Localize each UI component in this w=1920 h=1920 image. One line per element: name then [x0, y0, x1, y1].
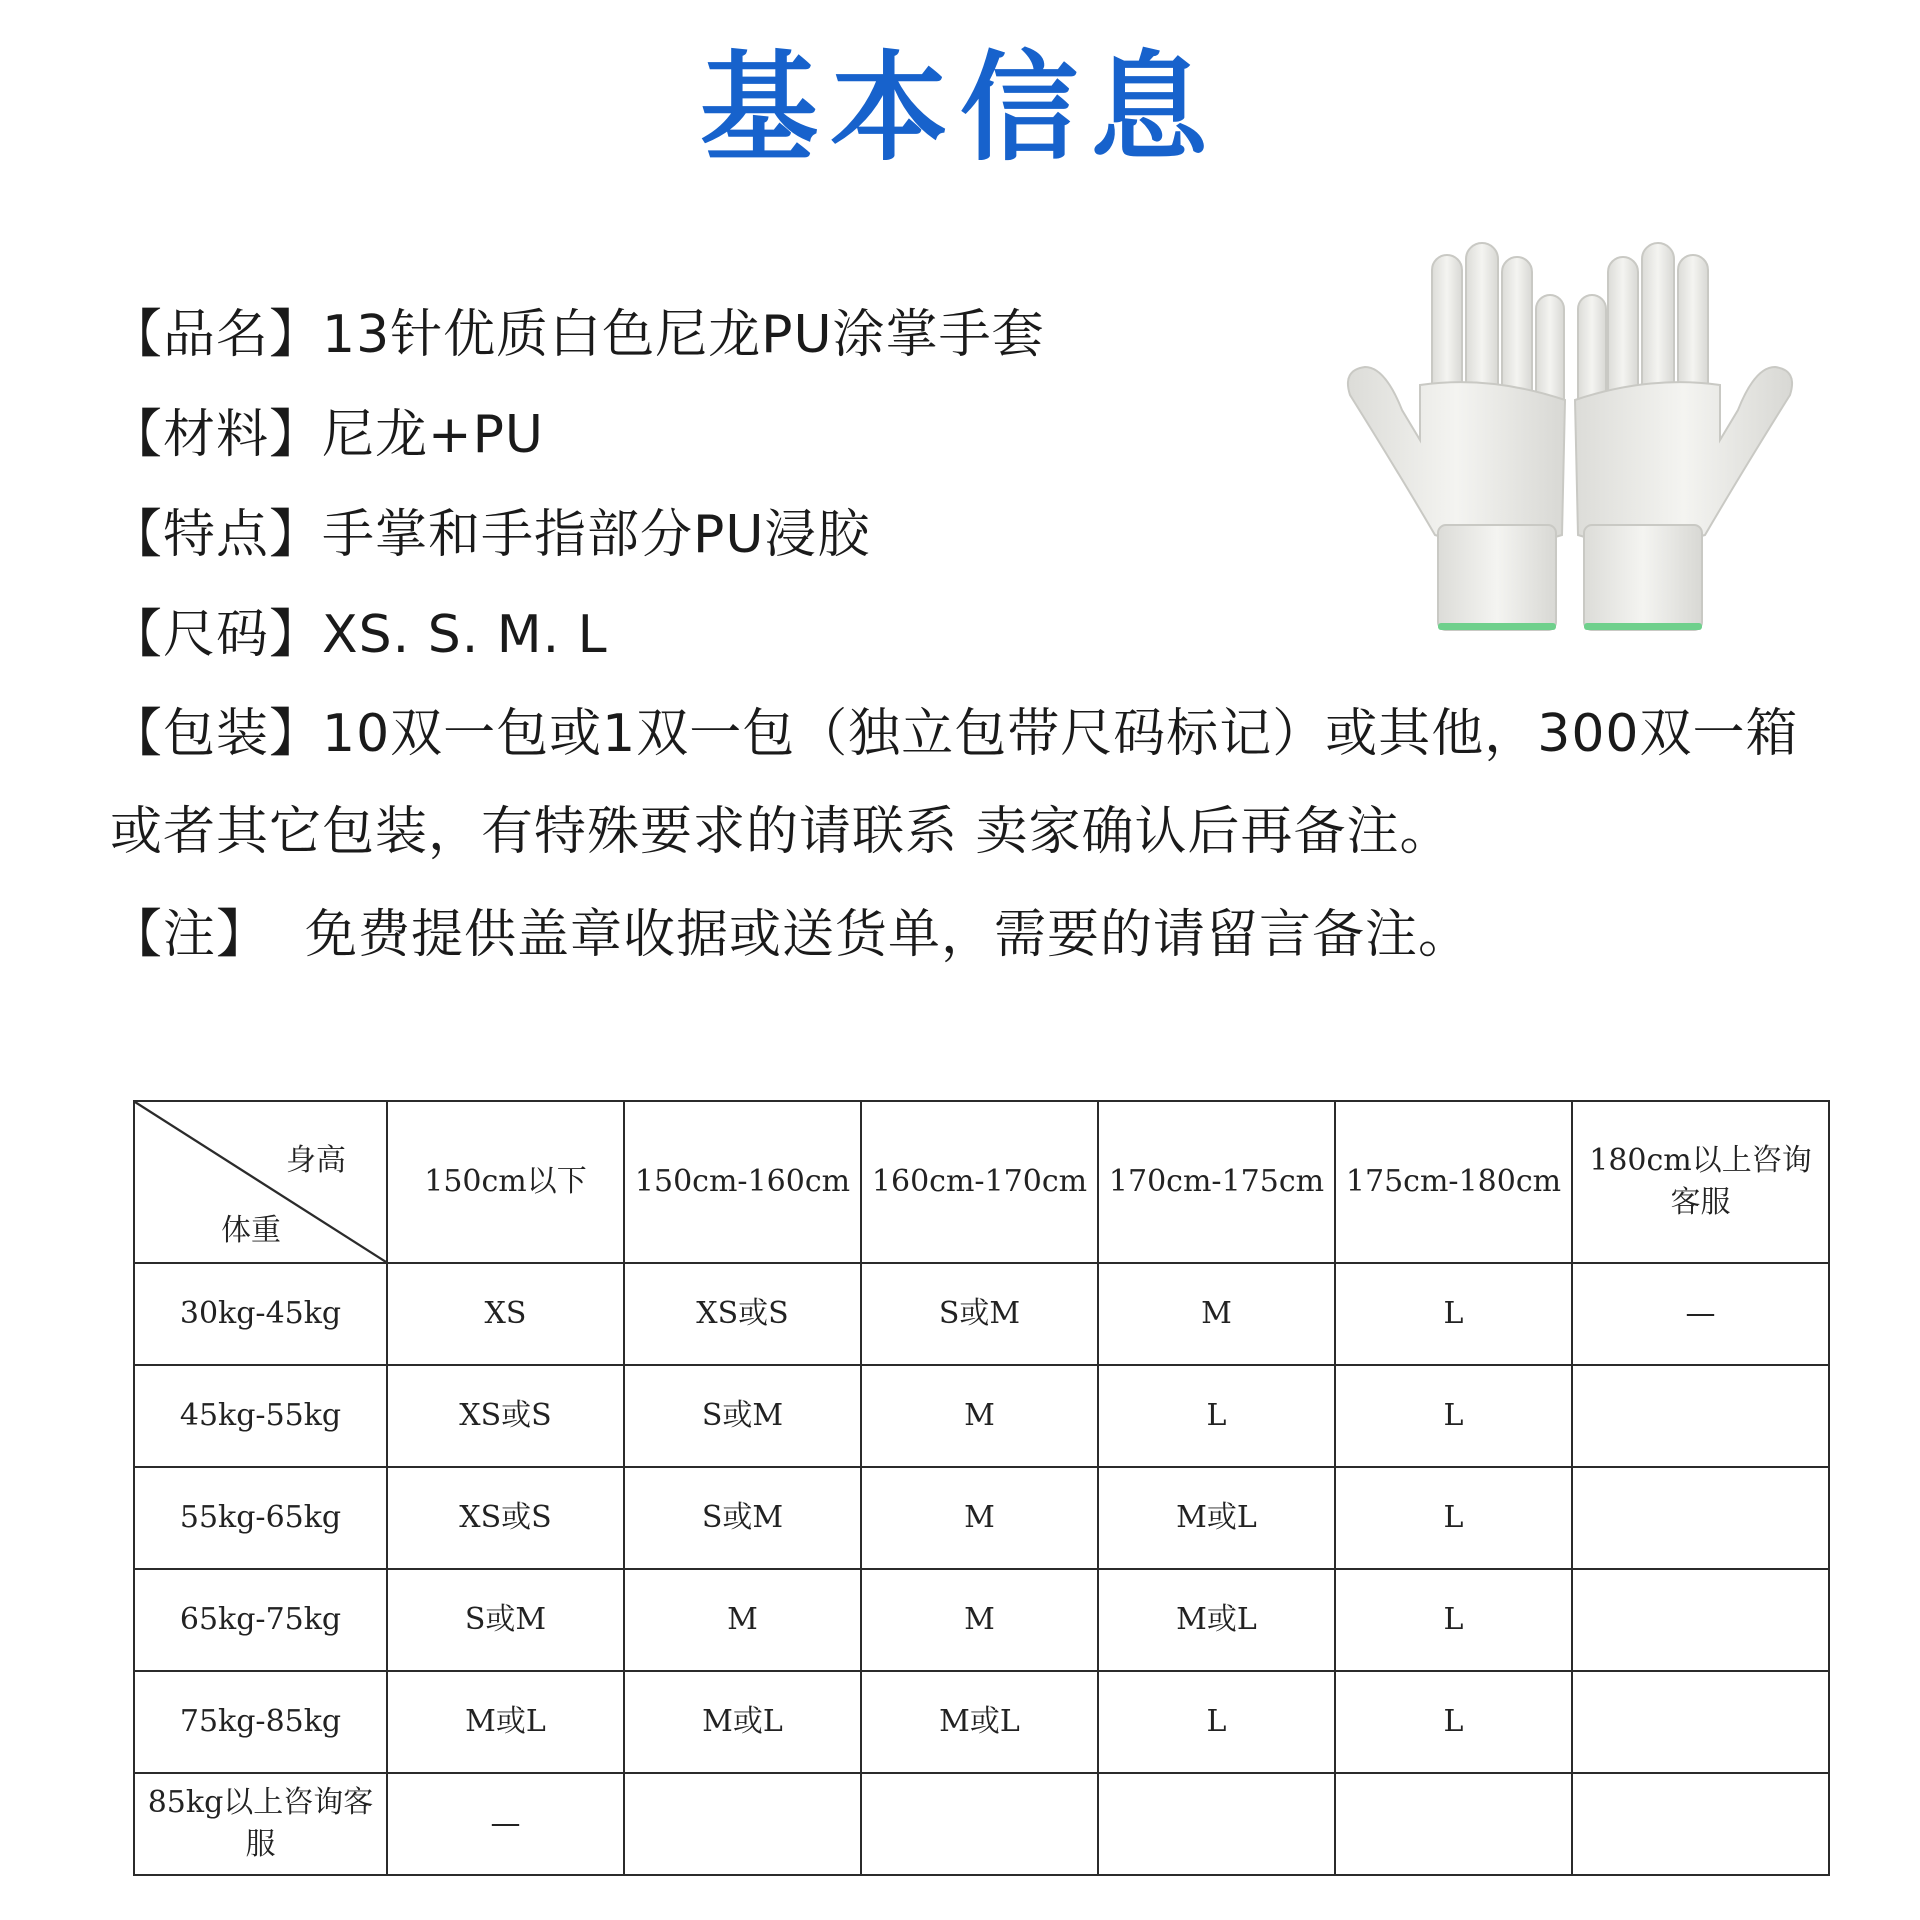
weight-cell: 55kg-65kg	[134, 1467, 387, 1569]
size-cell: M或L	[1098, 1467, 1335, 1569]
header-cell: 150cm-160cm	[624, 1101, 861, 1263]
size-cell: —	[1572, 1263, 1829, 1365]
table-row	[134, 1671, 1829, 1773]
size-cell	[1098, 1773, 1335, 1875]
size-cell	[1572, 1365, 1829, 1467]
left-cuff-stripe	[1438, 623, 1556, 630]
note-label: 【注】	[110, 905, 270, 965]
info-feature: 【特点】手掌和手指部分PU浸胶	[110, 505, 871, 565]
size-cell: M	[1098, 1263, 1335, 1365]
table-header-row	[134, 1101, 1829, 1263]
size-cell: L	[1335, 1467, 1572, 1569]
size-cell: M	[624, 1569, 861, 1671]
weight-cell: 30kg-45kg	[134, 1263, 387, 1365]
table-row	[134, 1569, 1829, 1671]
info-packaging: 【包装】10双一包或1双一包（独立包带尺码标记）或其他，300双一箱或者其它包装，有特殊要求的请联系 卖家确认后再备注。	[110, 704, 1799, 862]
size-cell	[1572, 1773, 1829, 1875]
size-cell: XS或S	[387, 1365, 624, 1467]
table-row	[134, 1365, 1829, 1467]
right-glove	[1575, 243, 1792, 630]
size-cell: S或M	[861, 1263, 1098, 1365]
size-chart-table	[133, 1100, 1830, 1876]
weight-cell: 75kg-85kg	[134, 1671, 387, 1773]
size-cell: M	[861, 1569, 1098, 1671]
header-cell: 160cm-170cm	[861, 1101, 1098, 1263]
glove-image	[1340, 235, 1800, 645]
size-cell: XS	[387, 1263, 624, 1365]
corner-height-label: 身高	[286, 1143, 346, 1178]
size-cell: M或L	[861, 1671, 1098, 1773]
header-cell: 150cm以下	[387, 1101, 624, 1263]
size-cell: M或L	[387, 1671, 624, 1773]
size-cell: S或M	[387, 1569, 624, 1671]
size-cell	[1572, 1467, 1829, 1569]
weight-cell: 85kg以上咨询客服	[134, 1773, 387, 1875]
left-glove	[1348, 243, 1565, 630]
note-text: 免费提供盖章收据或送货单，需要的请留言备注。	[305, 905, 1472, 965]
info-material: 【材料】尼龙+PU	[110, 405, 544, 465]
corner-weight-label: 体重	[221, 1213, 281, 1248]
size-cell: S或M	[624, 1467, 861, 1569]
table-row	[134, 1773, 1829, 1875]
size-cell: M或L	[624, 1671, 861, 1773]
info-product-name: 【品名】13针优质白色尼龙PU涂掌手套	[110, 305, 1045, 365]
size-cell: XS或S	[387, 1467, 624, 1569]
size-cell: L	[1098, 1671, 1335, 1773]
size-cell: L	[1335, 1263, 1572, 1365]
size-cell: M	[861, 1365, 1098, 1467]
corner-cell	[134, 1101, 387, 1263]
size-cell: L	[1335, 1671, 1572, 1773]
size-cell: —	[387, 1773, 624, 1875]
size-cell	[1335, 1773, 1572, 1875]
size-cell: M或L	[1098, 1569, 1335, 1671]
page-title: 基本信息	[699, 39, 1220, 177]
size-cell	[624, 1773, 861, 1875]
size-cell: L	[1335, 1569, 1572, 1671]
table-row	[134, 1263, 1829, 1365]
size-cell: M	[861, 1467, 1098, 1569]
note	[110, 895, 1471, 975]
header-cell: 170cm-175cm	[1098, 1101, 1335, 1263]
size-cell	[1572, 1569, 1829, 1671]
header-cell: 180cm以上咨询客服	[1572, 1101, 1829, 1263]
size-cell: S或M	[624, 1365, 861, 1467]
size-cell: L	[1335, 1365, 1572, 1467]
info-size: 【尺码】XS. S. M. L	[110, 605, 608, 665]
weight-cell: 45kg-55kg	[134, 1365, 387, 1467]
weight-cell: 65kg-75kg	[134, 1569, 387, 1671]
size-cell: XS或S	[624, 1263, 861, 1365]
table-row	[134, 1467, 1829, 1569]
size-cell	[861, 1773, 1098, 1875]
right-cuff-stripe	[1584, 623, 1702, 630]
header-cell: 175cm-180cm	[1335, 1101, 1572, 1263]
size-cell	[1572, 1671, 1829, 1773]
size-cell: L	[1098, 1365, 1335, 1467]
